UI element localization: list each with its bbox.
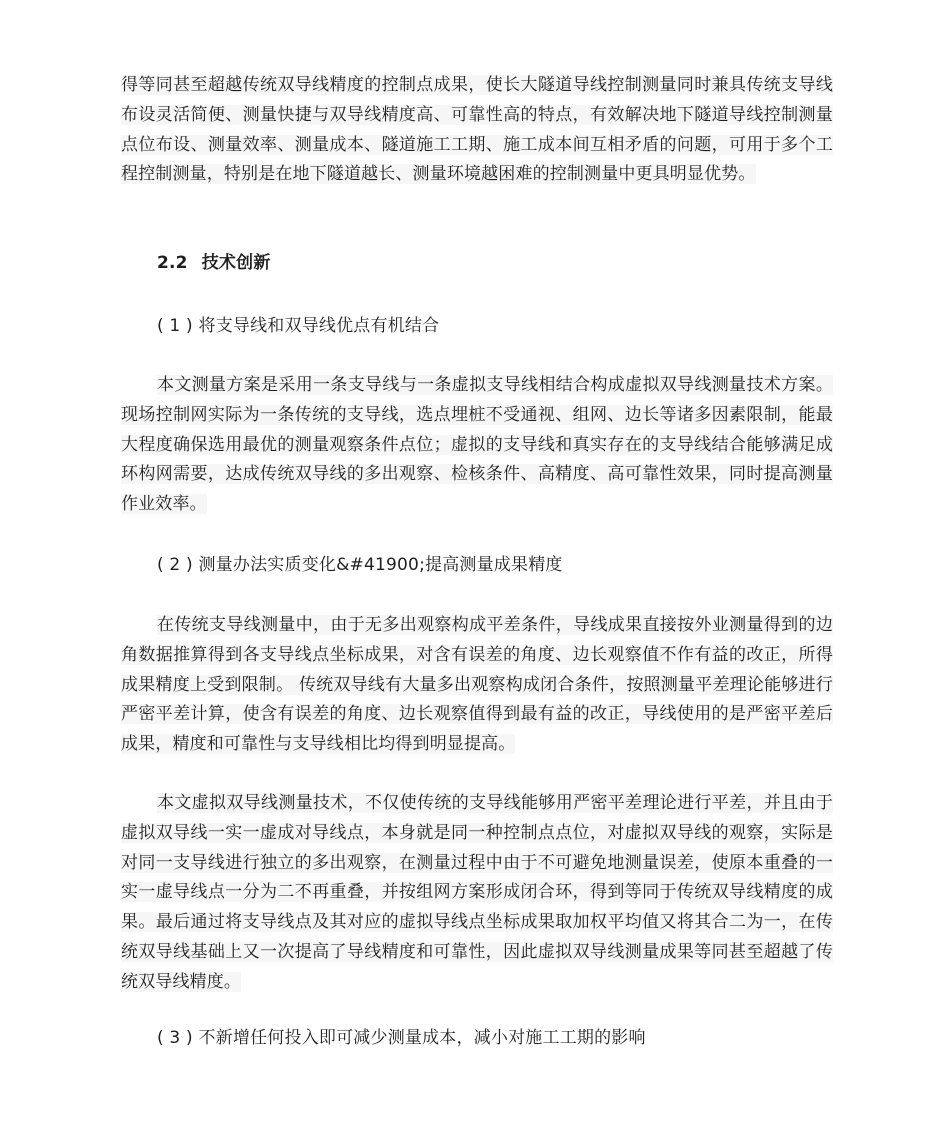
section-number: 2.2: [157, 253, 188, 273]
item2-paragraph-2: [121, 789, 833, 998]
section-heading: [157, 250, 271, 276]
section-title: 技术创新: [201, 253, 271, 273]
item3-heading: ( 3 ) 不新增任何投入即可减少测量成本，减小对施工工期的影响: [157, 1028, 646, 1048]
item2-paragraph-1: [121, 611, 833, 760]
item1-paragraph-text: 本文测量方案是采用一条支导线与一条虚拟支导线相结合构成虚拟双导线测量技术方案。现场控制网实际为一条传统的支导线，选点埋桩不受通视、组网、边长等诸多因素限制，能最大程度确保选用最优的测量观察条件点位；虚拟的支导线和真实存在的支导线结合能够满足成环构网需要，达成传统双导线的多出观察、检核条件、高精度、高可靠性效果，同时提高测量作业效率。: [121, 375, 833, 515]
item2-heading: ( 2 ) 测量办法实质变化&#41900;提高测量成果精度: [157, 555, 563, 575]
intro-paragraph: [121, 71, 833, 190]
item2-paragraph-2-text: 本文虚拟双导线测量技术，不仅使传统的支导线能够用严密平差理论进行平差，并且由于虚拟双导线一实一虚成对导线点，本身就是同一种控制点点位，对虚拟双导线的观察，实际是对同一支导线进行独立的多出观察，在测量过程中由于不可避免地测量误差，使原本重叠的一实一虚导线点一分为二不再重叠，并按组网方案形成闭合环，得到等同于传统双导线精度的成果。最后通过将支导线点及其对应的虚拟导线点坐标成果取加权平均值又将其合二为一，在传统双导线基础上又一次提高了导线精度和可靠性，因此虚拟双导线测量成果等同甚至超越了传统双导线精度。: [121, 793, 833, 992]
item1-paragraph: [121, 371, 833, 520]
intro-paragraph-text: 得等同甚至超越传统双导线精度的控制点成果，使长大隧道导线控制测量同时兼具传统支导线布设灵活简便、测量快捷与双导线精度高、可靠性高的特点，有效解决地下隧道导线控制测量点位布设、测量效率、测量成本、隧道施工工期、施工成本间互相矛盾的问题，可用于多个工程控制测量，特别是在地下隧道越长、测量环境越困难的控制测量中更具明显优势。: [121, 75, 833, 185]
item2-paragraph-1-text: 在传统支导线测量中，由于无多出观察构成平差条件，导线成果直接按外业测量得到的边角数据推算得到各支导线点坐标成果，对含有误差的角度、边长观察值不作有益的改正，所得成果精度上受到限制。 传统双导线有大量多出观察构成闭合条件，按照测量平差理论能够进行严密平差计算，使含有误差的角度、边长观察值得到最有益的改正，导线使用的是严密平差后成果，精度和可靠性与支导线相比均得到明显提高。: [121, 615, 833, 755]
item1-heading: ( 1 ) 将支导线和双导线优点有机结合: [157, 316, 440, 336]
